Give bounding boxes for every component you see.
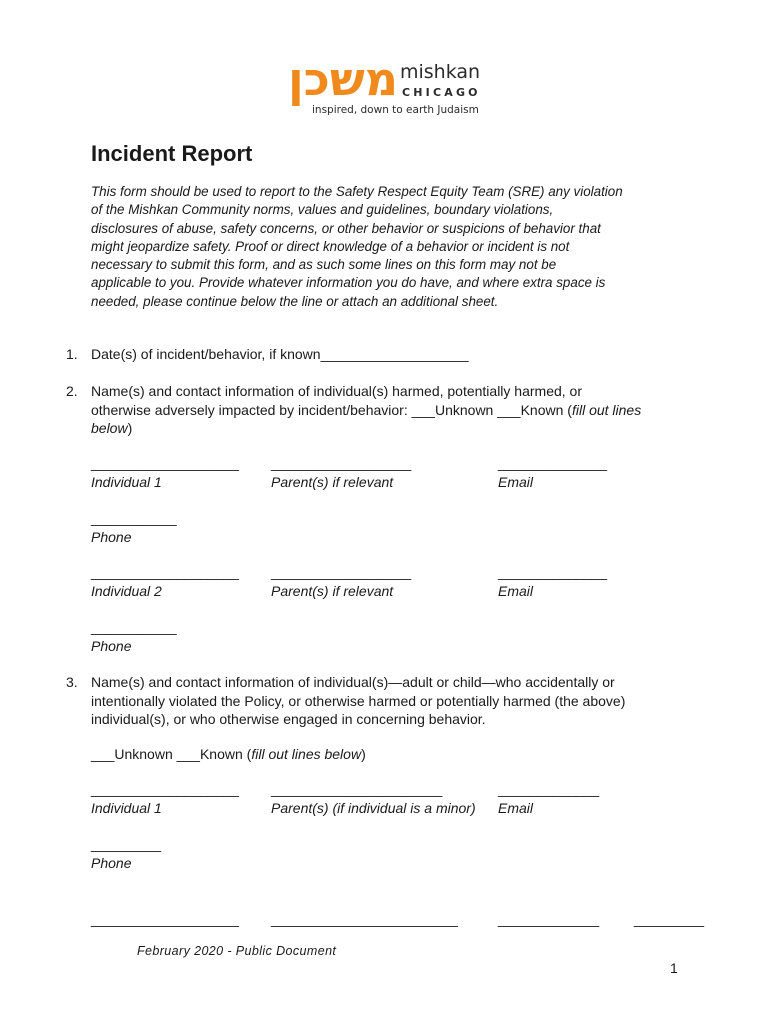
page-footer: February 2020 - Public Document xyxy=(137,944,337,958)
individual-1-field[interactable]: ___________________ xyxy=(91,781,239,797)
email-label: Email xyxy=(498,583,534,599)
intro-line: This form should be used to report to the Safety Respect Equity Team (SRE) any violation xyxy=(91,184,623,199)
page-title: Incident Report xyxy=(91,141,253,166)
phone-field[interactable]: ___________ xyxy=(91,510,177,526)
intro-line: necessary to submit this form, and as such some lines on this form may not be xyxy=(91,257,557,273)
known-unknown-selector[interactable]: ___Unknown ___Known (fill out lines below) xyxy=(91,746,366,762)
parent-field[interactable]: __________________ xyxy=(271,455,412,471)
question-text: individual(s), or who otherwise engaged in concerning behavior. xyxy=(91,711,486,727)
parent-label: Parent(s) if relevant xyxy=(271,583,394,599)
intro-paragraph xyxy=(91,183,691,311)
logo-tagline: inspired, down to earth Judaism xyxy=(312,104,479,116)
email-label: Email xyxy=(498,474,534,490)
intro-line: needed, please continue below the line or attach an additional sheet. xyxy=(91,293,499,309)
phone-label: Phone xyxy=(91,855,132,871)
individual-2-label: Individual 2 xyxy=(91,583,162,599)
logo-city: CHICAGO xyxy=(402,86,481,99)
phone-field[interactable]: _________ xyxy=(634,911,705,927)
individual-2-field[interactable]: ___________________ xyxy=(91,564,239,580)
question-text: below) xyxy=(91,420,133,436)
email-label: Email xyxy=(498,800,534,816)
individual-1-field[interactable]: ___________________ xyxy=(91,455,239,471)
question-text: Name(s) and contact information of individual(s) harmed, potentially harmed, or xyxy=(91,383,583,399)
intro-line: of the Mishkan Community norms, values and guidelines, boundary violations, xyxy=(91,202,554,218)
question-text: intentionally violated the Policy, or otherwise harmed or potentially harmed (the above) xyxy=(91,692,626,709)
email-field[interactable]: _____________ xyxy=(498,911,600,927)
parent-field[interactable]: __________________ xyxy=(271,564,412,580)
parent-field[interactable]: ________________________ xyxy=(271,911,458,927)
page-number: 1 xyxy=(670,960,678,976)
intro-line: applicable to you. Provide whatever information you do have, and where extra space is xyxy=(91,275,606,291)
parent-label: Parent(s) if relevant xyxy=(271,474,394,490)
intro-line: disclosures of abuse, safety concerns, or other behavior or suspicions of behavior that xyxy=(91,220,601,236)
question-text: otherwise adversely impacted by incident/behavior: ___Unknown ___Known (fill out lines xyxy=(91,401,642,418)
question-text: Name(s) and contact information of individual(s)—adult or child—who accidentally or xyxy=(91,674,615,690)
email-field[interactable]: ______________ xyxy=(498,564,608,580)
individual-1-label: Individual 1 xyxy=(91,800,162,816)
date-field[interactable]: Date(s) of incident/behavior, if known___________________ xyxy=(91,346,469,362)
question-number: 2. xyxy=(66,383,78,399)
phone-field[interactable]: ___________ xyxy=(91,619,177,635)
logo-wordmark: mishkan xyxy=(400,61,481,83)
individual-2-field[interactable]: ___________________ xyxy=(91,911,239,927)
question-number: 1. xyxy=(66,346,78,362)
mishkan-logo xyxy=(280,48,510,120)
question-number: 3. xyxy=(66,674,78,690)
email-field[interactable]: ______________ xyxy=(498,455,608,471)
phone-label: Phone xyxy=(91,638,132,654)
parent-field[interactable]: ______________________ xyxy=(271,781,443,797)
phone-field[interactable]: _________ xyxy=(91,836,162,852)
email-field[interactable]: _____________ xyxy=(498,781,600,797)
logo-hebrew-text: משכן xyxy=(288,52,399,106)
intro-line: might jeopardize safety. Proof or direct knowledge of a behavior or incident is not xyxy=(91,238,570,254)
individual-1-label: Individual 1 xyxy=(91,474,162,490)
parent-label: Parent(s) (if individual is a minor) xyxy=(271,800,476,816)
phone-label: Phone xyxy=(91,529,132,545)
